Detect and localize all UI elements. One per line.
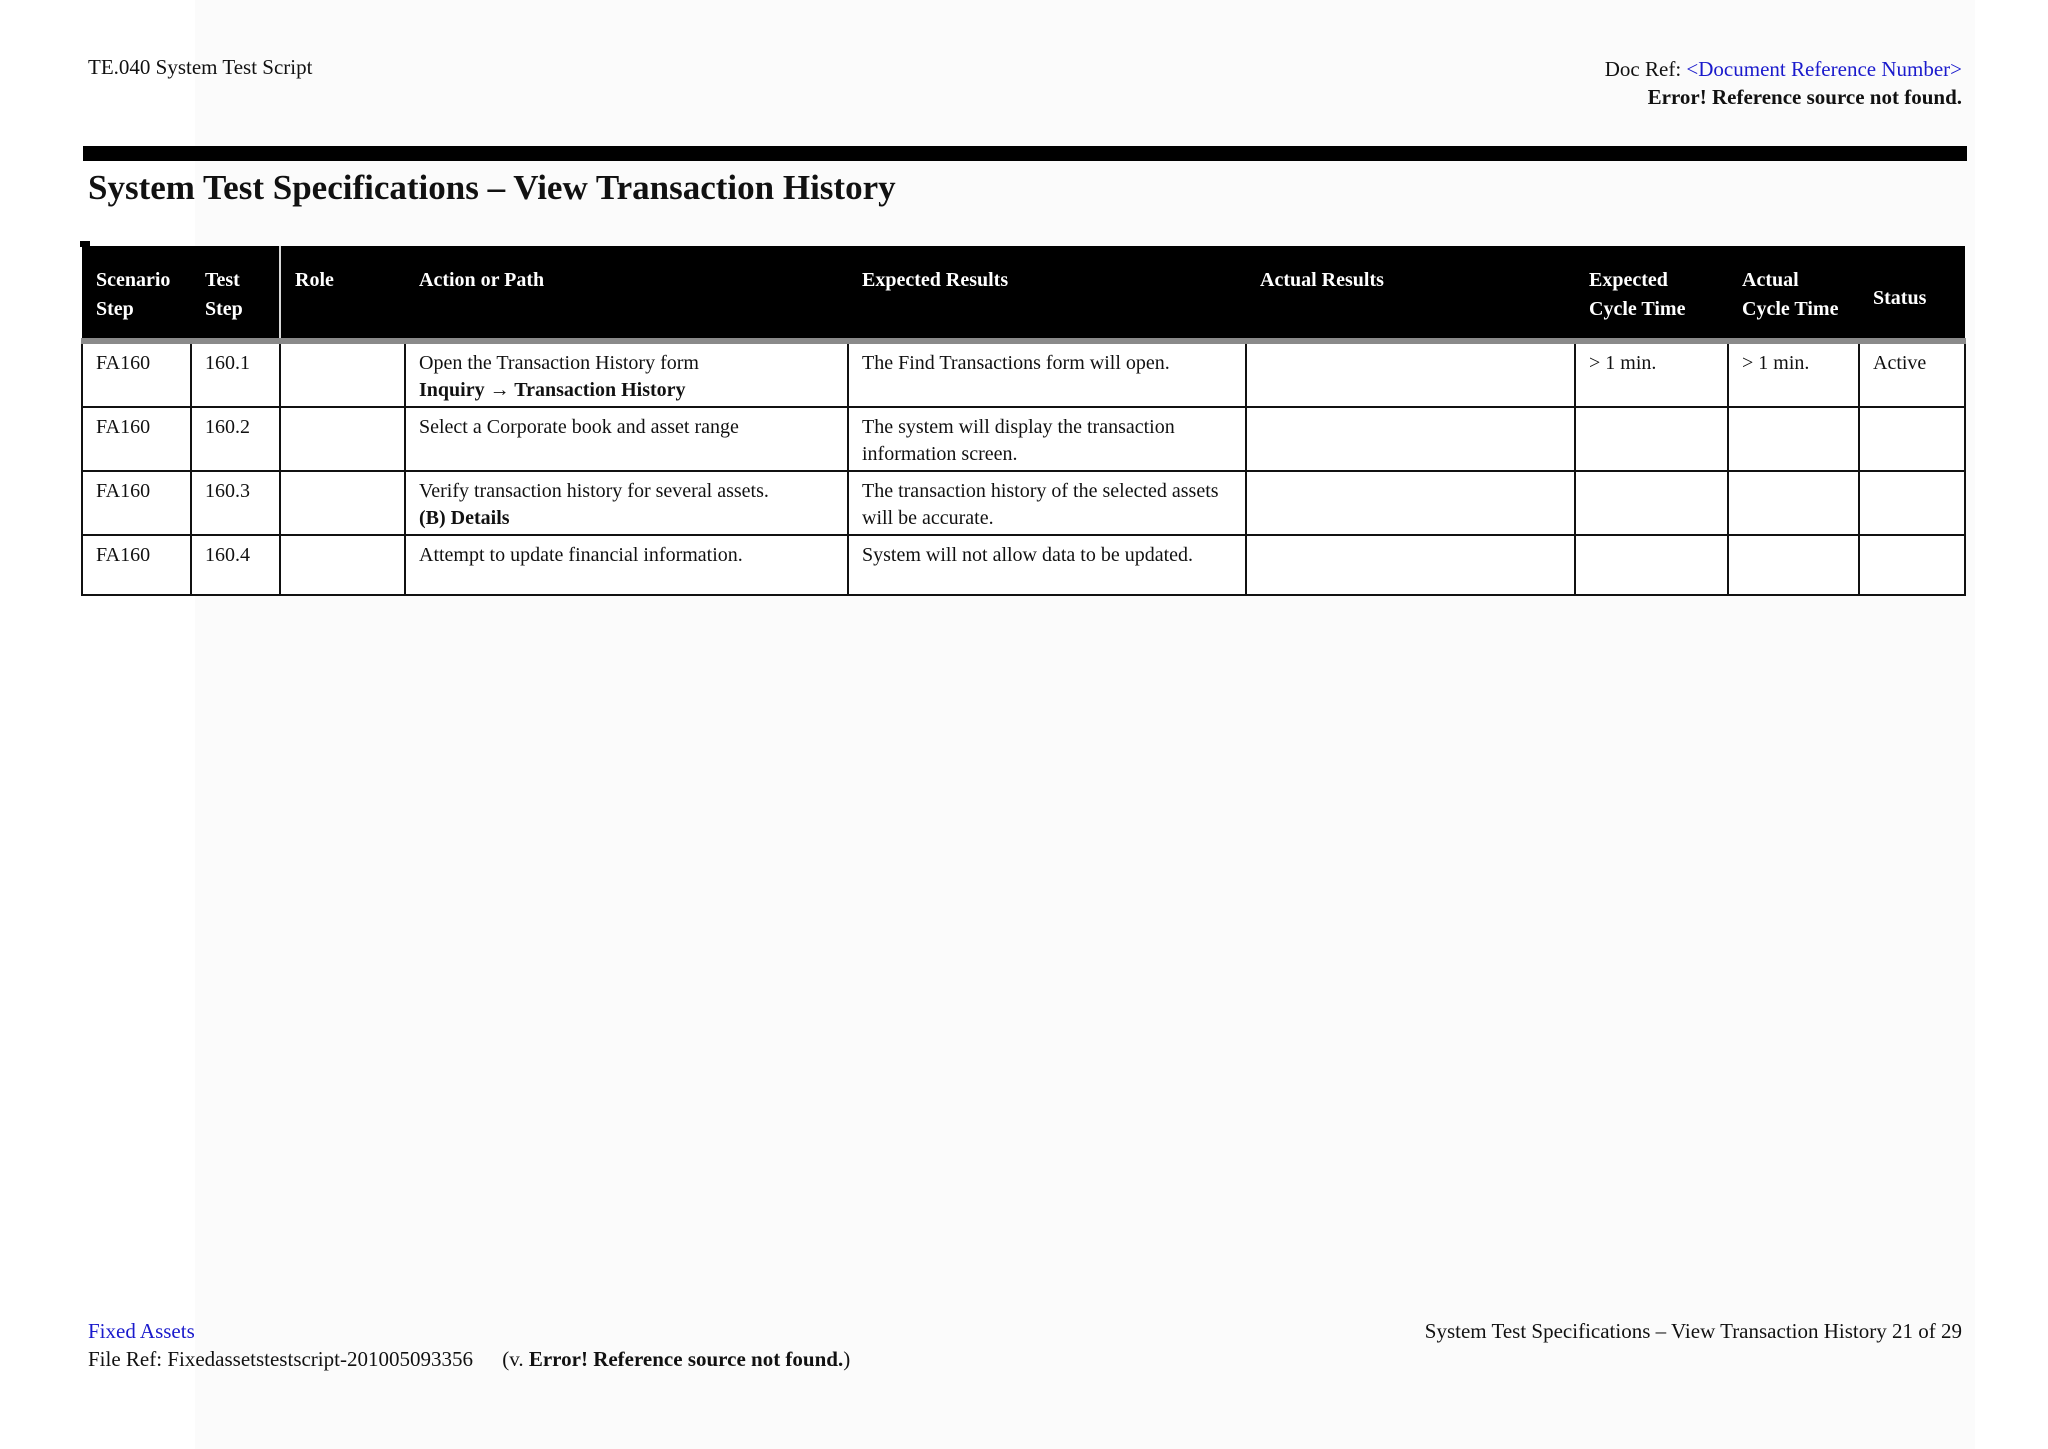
cell-action (405, 341, 848, 407)
cell-scenario: FA160 (82, 341, 191, 407)
footer-file-ref-line (88, 1345, 850, 1373)
col-header-scenario-step: Scenario Step (82, 246, 191, 341)
footer-right (1425, 1317, 1962, 1345)
cell-role (280, 535, 405, 595)
version-suffix: ) (843, 1347, 851, 1371)
cell-actual (1246, 341, 1575, 407)
footer-section-title: System Test Specifications – View Transaction History (1424, 1319, 1887, 1343)
table-row (82, 471, 1965, 535)
cell-expected: System will not allow data to be updated. (848, 535, 1246, 595)
reference-error: Error! Reference source not found. (1647, 85, 1962, 109)
cell-expected-time (1575, 407, 1728, 471)
table-row (82, 341, 1965, 407)
cell-expected: The system will display the transaction information screen. (848, 407, 1246, 471)
col-header-test-step: Test Step (191, 246, 280, 341)
cell-expected-time (1575, 471, 1728, 535)
table-row (82, 407, 1965, 471)
table-row (82, 535, 1965, 595)
cell-actual-time: > 1 min. (1728, 341, 1859, 407)
cell-step: 160.3 (191, 471, 280, 535)
col-header-expected-results: Expected Results (848, 246, 1246, 341)
action-text: Open the Transaction History form (419, 352, 699, 374)
page-title: System Test Specifications – View Transaction History (88, 168, 896, 207)
col-header-role: Role (280, 246, 405, 341)
cell-expected-time (1575, 535, 1728, 595)
cell-role (280, 341, 405, 407)
cell-expected-time: > 1 min. (1575, 341, 1728, 407)
cell-actual (1246, 535, 1575, 595)
doc-ref-link[interactable]: <Document Reference Number> (1686, 57, 1962, 81)
cell-action (405, 471, 848, 535)
action-text: Verify transaction history for several assets. (419, 480, 769, 502)
col-header-actual-cycle-time: Actual Cycle Time (1728, 246, 1859, 341)
cell-actual (1246, 471, 1575, 535)
cell-status (1859, 535, 1965, 595)
version-prefix: (v. (502, 1347, 524, 1371)
cell-expected: The transaction history of the selected assets will be accurate. (848, 471, 1246, 535)
cell-status: Active (1859, 341, 1965, 407)
action-text: Select a Corporate book and asset range (419, 416, 739, 438)
cell-status (1859, 471, 1965, 535)
cell-actual-time (1728, 535, 1859, 595)
table-header-row (82, 246, 1965, 341)
action-path: (B) Details (419, 507, 510, 529)
document-title: TE.040 System Test Script (88, 55, 313, 79)
action-text: Attempt to update financial information. (419, 544, 743, 566)
footer-app-link[interactable]: Fixed Assets (88, 1319, 195, 1343)
doc-ref-label: Doc Ref: (1604, 57, 1682, 81)
cell-step: 160.1 (191, 341, 280, 407)
page-shading (195, 0, 1975, 1449)
cell-action (405, 407, 848, 471)
cell-role (280, 407, 405, 471)
col-header-action: Action or Path (405, 246, 848, 341)
cell-step: 160.2 (191, 407, 280, 471)
cell-scenario: FA160 (82, 535, 191, 595)
cell-expected: The Find Transactions form will open. (848, 341, 1246, 407)
cell-role (280, 471, 405, 535)
cell-step: 160.4 (191, 535, 280, 595)
action-path: Inquiry → Transaction History (419, 379, 686, 401)
header-rule (83, 146, 1967, 161)
cell-action (405, 535, 848, 595)
version-error: Error! Reference source not found. (528, 1347, 844, 1371)
cell-actual (1246, 407, 1575, 471)
cell-actual-time (1728, 407, 1859, 471)
footer-left (88, 1317, 850, 1373)
file-ref: File Ref: Fixedassetstestscript-201005093356 (88, 1347, 473, 1371)
test-spec-table (81, 246, 1966, 596)
page-number: 21 of 29 (1892, 1319, 1962, 1343)
col-header-status: Status (1859, 246, 1965, 341)
doc-ref-block (1605, 55, 1962, 111)
cell-scenario: FA160 (82, 407, 191, 471)
cell-scenario: FA160 (82, 471, 191, 535)
cell-actual-time (1728, 471, 1859, 535)
col-header-actual-results: Actual Results (1246, 246, 1575, 341)
col-header-expected-cycle-time: Expected Cycle Time (1575, 246, 1728, 341)
cell-status (1859, 407, 1965, 471)
